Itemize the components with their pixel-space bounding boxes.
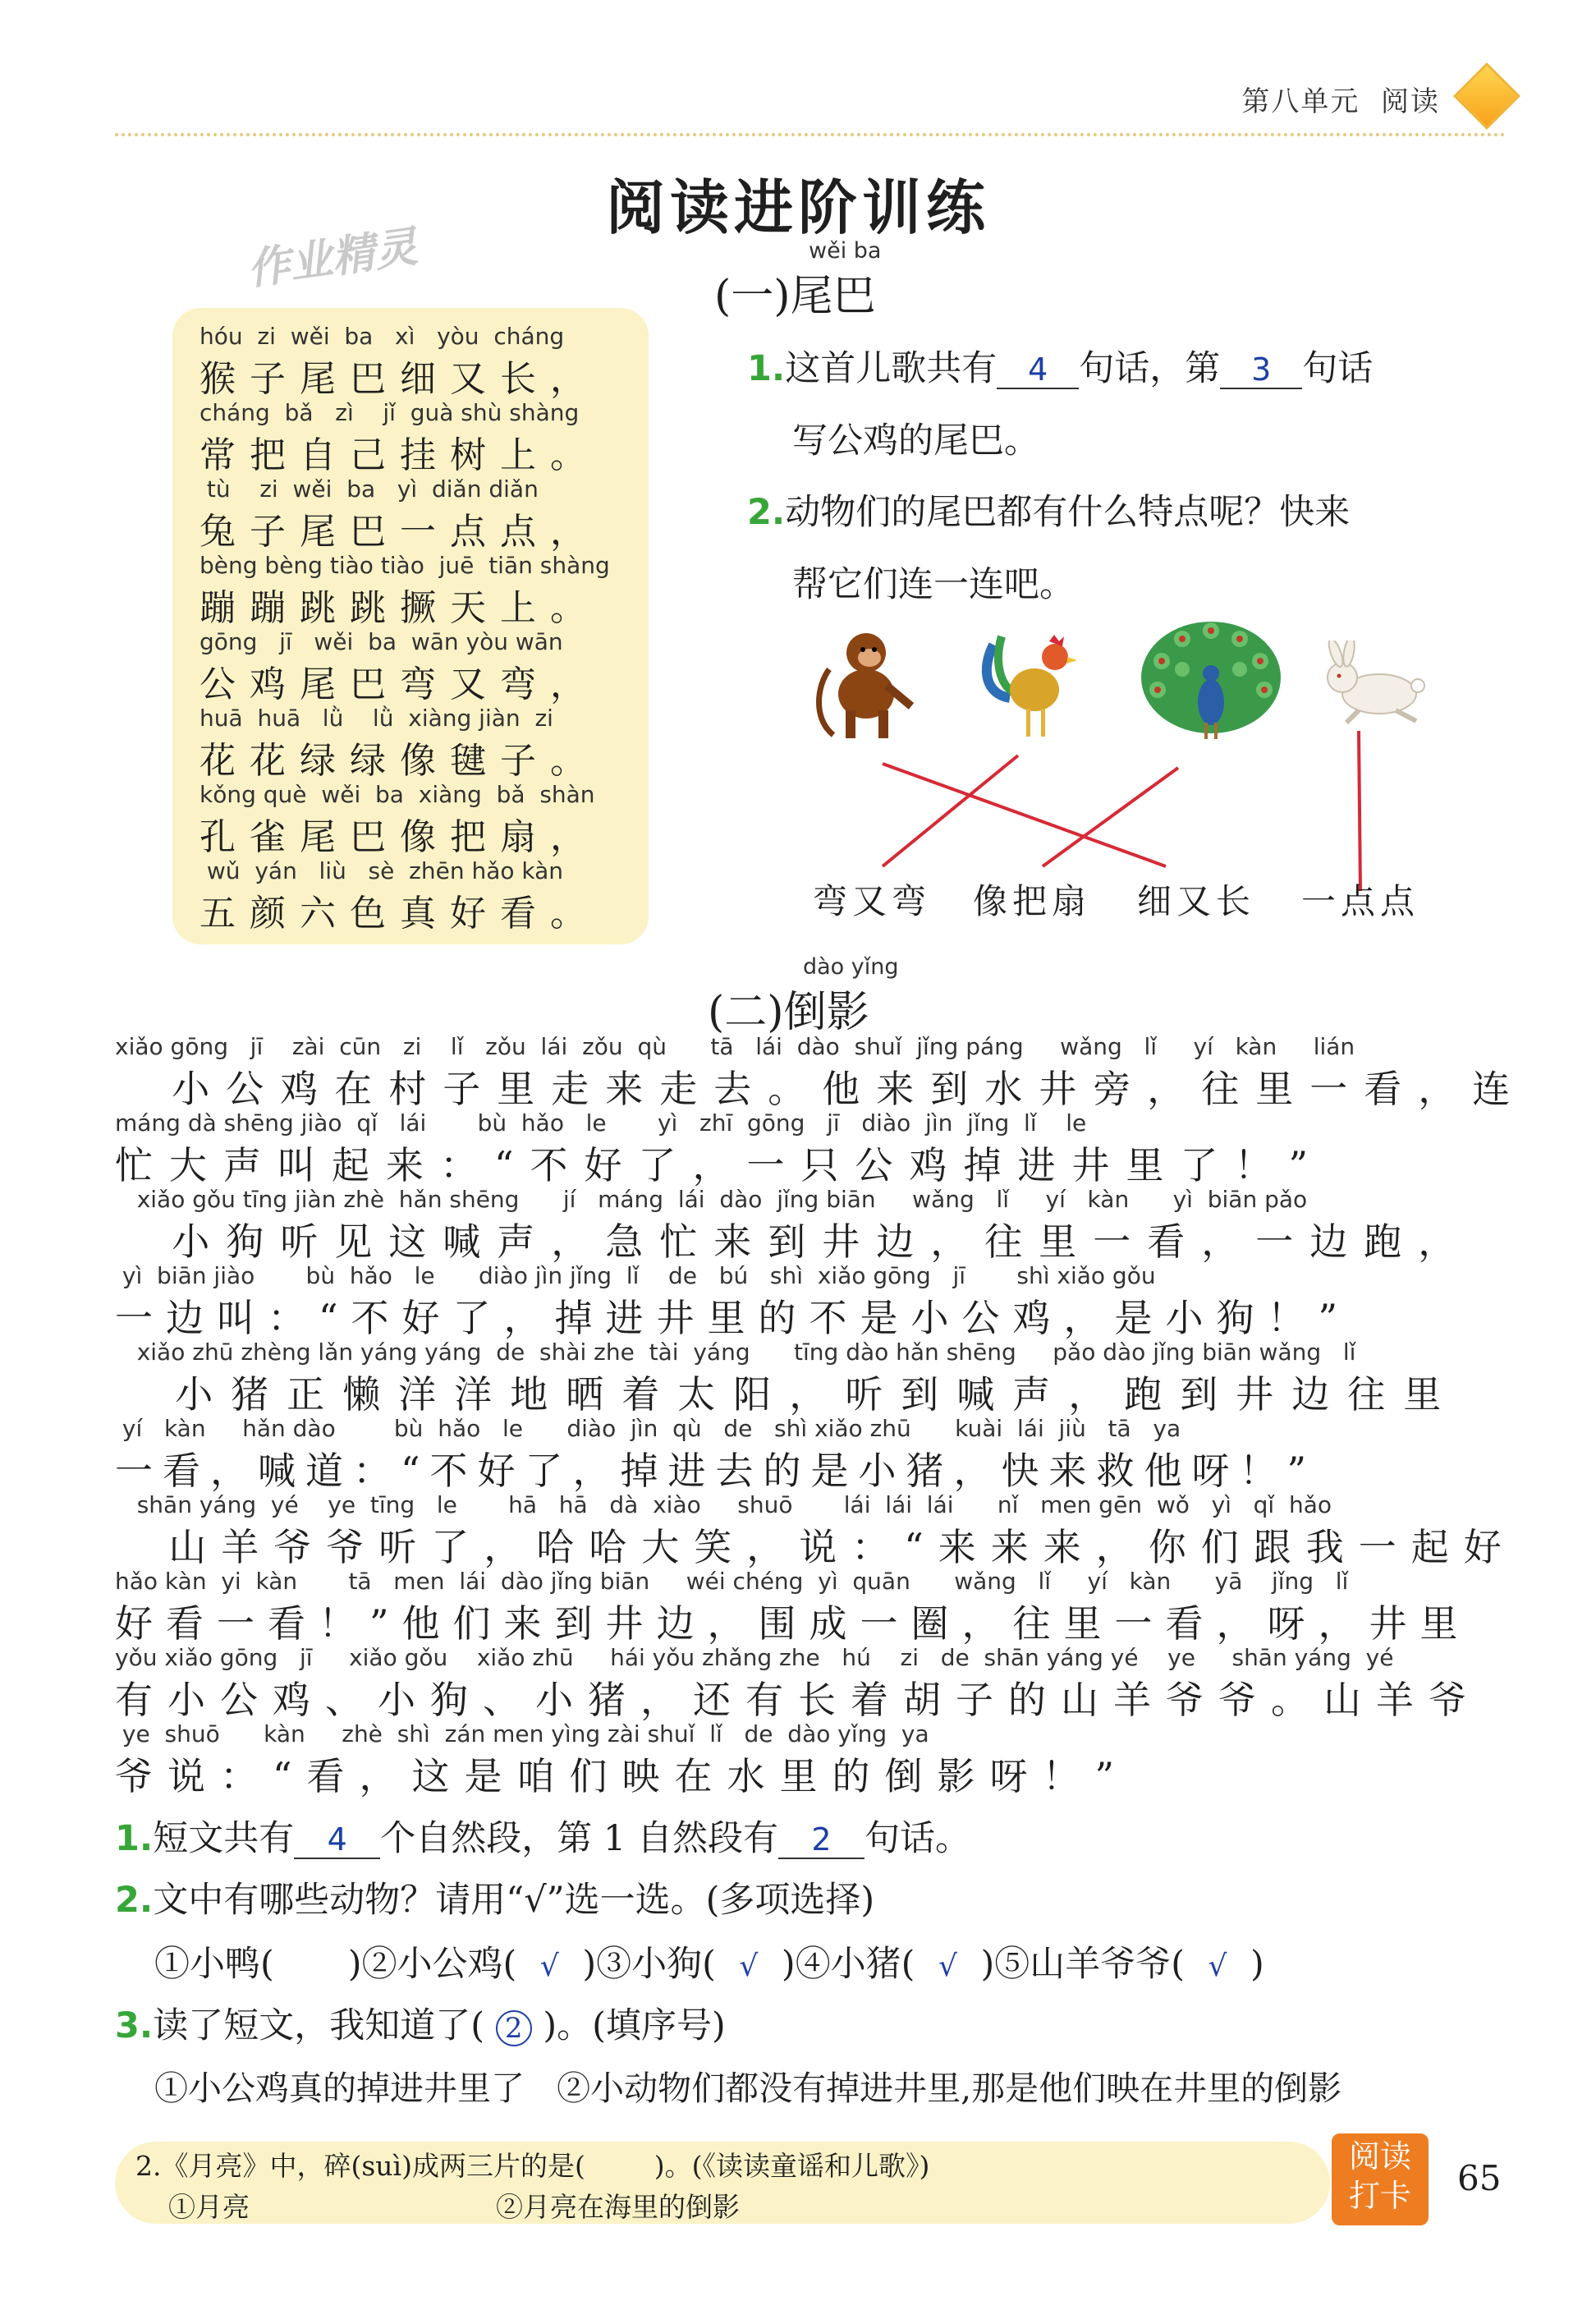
story-pinyin: hǎo kàn yi kàn tā men lái dào jǐng biān wéi chéng yì quān wǎng lǐ yí kàn yā jǐng lǐ xyxy=(115,1568,1349,1595)
poem-line: 孔雀尾巴像把扇， xyxy=(200,816,600,858)
poem-pinyin: wǔ yán liù sè zhēn hǎo kàn xyxy=(200,857,564,884)
match-label: 像把扇 xyxy=(973,881,1092,921)
answer-blank[interactable]: 4 xyxy=(294,1821,380,1859)
question-number: 2. xyxy=(115,1880,154,1921)
question-text: 句话。 xyxy=(864,1818,970,1859)
question-text: 句话，第 xyxy=(1079,348,1221,389)
option-checkbox[interactable]: √ xyxy=(739,1949,759,1983)
option-close: ) xyxy=(582,1944,597,1985)
option-close: ) xyxy=(781,1944,796,1985)
story-pinyin: yì biān jiào bù hǎo le diào jìn jǐng lǐ de bú shì xiǎo gōng jī shì xiǎo gǒu xyxy=(115,1262,1156,1289)
question-number: 1. xyxy=(747,348,786,389)
story-line: 好看一看！”他们来到井边，围成一圈，往里一看，呀，井里 xyxy=(115,1601,1471,1646)
part2-title-pinyin: dào yǐng xyxy=(803,954,899,980)
option-text: ①小公鸡真的掉进井里了 xyxy=(154,2069,525,2108)
story-line: 小猪正懒洋洋地晒着太阳，听到喊声，跑到井边往里 xyxy=(115,1372,1460,1417)
story-pinyin: máng dà shēng jiào qǐ lái bù hǎo le yì zhī gōng jī diào jìn jǐng lǐ le xyxy=(115,1109,1087,1137)
poem-pinyin: hóu zi wěi ba xì yòu cháng xyxy=(200,323,565,350)
story-pinyin: ye shuō kàn zhè shì zán men yìng zài shuǐ lǐ de dào yǐng ya xyxy=(115,1720,929,1747)
page-title: 阅读进阶训练 xyxy=(605,172,990,242)
match-line-monkey xyxy=(883,764,1166,866)
story-line: 有小公鸡、小狗、小猪，还有长着胡子的山羊爷爷。山羊爷 xyxy=(115,1678,1481,1722)
story-pinyin: xiǎo zhū zhèng lǎn yáng yáng de shài zhe tài yáng tīng dào hǎn shēng pǎo dào jǐng biān wǎng lǐ xyxy=(115,1339,1356,1366)
poem-pinyin: cháng bǎ zì jǐ guà shù shàng xyxy=(200,399,580,426)
poem-pinyin: tù zi wěi ba yì diǎn diǎn xyxy=(200,475,539,503)
story-line: 爷说：“看，这是咱们映在水里的倒影呀！” xyxy=(115,1754,1130,1798)
question-text: 这首儿歌共有 xyxy=(785,348,998,389)
option-close: ) xyxy=(1250,1944,1264,1985)
story-line: 忙大声叫起来：“不好了，一只公鸡掉进井里了！” xyxy=(115,1143,1325,1187)
part1-title-pinyin: wěi ba xyxy=(809,238,882,264)
story-pinyin: xiǎo gōng jī zài cūn zi lǐ zǒu lái zǒu qù tā lái dào shuǐ jǐng páng wǎng lǐ yí kàn lián xyxy=(115,1033,1355,1060)
poem-pinyin: huā huā lǜ lǜ xiàng jiàn zi xyxy=(200,705,553,732)
story-pinyin: yí kàn hǎn dào bù hǎo le diào jìn qù de shì xiǎo zhū kuài lái jiù tā ya xyxy=(115,1415,1181,1442)
match-line-rabbit xyxy=(1359,731,1360,891)
poem-line: 兔子尾巴一点点， xyxy=(200,511,600,553)
answer-blank[interactable]: 4 xyxy=(997,351,1079,389)
footer-option: ①月亮 xyxy=(168,2191,250,2223)
match-label: 细又长 xyxy=(1137,881,1256,921)
badge-line1: 阅读 xyxy=(1348,2138,1411,2175)
part1-q2-cont: 帮它们连一连吧。 xyxy=(792,564,1075,605)
option-checkbox[interactable]: √ xyxy=(1208,1949,1227,1983)
option-label: ⑤山羊爷爷( xyxy=(994,1944,1186,1985)
story-line: 一边叫：“不好了，掉进井里的不是小公鸡，是小狗！” xyxy=(115,1296,1351,1340)
option-checkbox[interactable]: √ xyxy=(539,1949,559,1983)
question-text: 个自然段，第 1 自然段有 xyxy=(380,1818,778,1859)
poem-line: 猴子尾巴细又长， xyxy=(200,358,600,400)
story-pinyin: xiǎo gǒu tīng jiàn zhè hǎn shēng jí máng lái dào jǐng biān wǎng lǐ yí kàn yì biān pǎo xyxy=(115,1186,1308,1213)
question-text: 动物们的尾巴都有什么特点呢？快来 xyxy=(785,492,1351,533)
story-line: 山羊爷爷听了，哈哈大笑，说：“来来来，你们跟我一起好 xyxy=(115,1525,1516,1569)
answer-blank[interactable]: 3 xyxy=(1220,351,1302,389)
footer-question: 2.《月亮》中，碎(suì)成两三片的是( )。(《读读童谣和儿歌》) xyxy=(135,2150,930,2182)
poem-pinyin: bèng bèng tiào tiào juē tiān shàng xyxy=(200,552,610,579)
answer-blank[interactable]: 2 xyxy=(778,1821,864,1859)
option-label: ④小猪( xyxy=(795,1944,915,1985)
question-number: 3. xyxy=(115,2005,154,2046)
question-text: 句话 xyxy=(1302,348,1374,389)
poem-pinyin: gōng jī wěi ba wān yòu wān xyxy=(200,628,563,655)
part2-title: (二)倒影 xyxy=(708,988,869,1037)
poem-line: 花花绿绿像毽子。 xyxy=(200,740,600,782)
option-label: ①小鸭( xyxy=(154,1944,274,1985)
option-checkbox[interactable]: √ xyxy=(938,1949,957,1983)
poem-line: 五颜六色真好看。 xyxy=(200,893,600,935)
story-line: 小狗听见这喊声，急忙来到井边，往里一看，一边跑， xyxy=(115,1219,1473,1264)
footer-options xyxy=(168,2186,740,2225)
option-label: ②小公鸡( xyxy=(361,1944,517,1985)
answer-circle[interactable]: 2 xyxy=(496,2010,532,2046)
reading-checkin-badge[interactable] xyxy=(1332,2133,1429,2225)
question-text: )。(填序号) xyxy=(543,2005,726,2046)
part2-q3-options xyxy=(154,2061,1341,2110)
match-label: 一点点 xyxy=(1301,881,1420,921)
part1-q1-cont: 写公鸡的尾巴。 xyxy=(792,420,1039,462)
question-text: 文中有哪些动物？请用“√”选一选。(多项选择) xyxy=(153,1880,875,1921)
match-label: 弯又弯 xyxy=(813,881,932,921)
story-line: 小公鸡在村子里走来走去。他来到水井旁，往里一看，连 xyxy=(115,1067,1527,1111)
poem-line: 常把自己挂树上。 xyxy=(200,434,600,476)
question-text: 短文共有 xyxy=(153,1818,295,1859)
option-close: ) xyxy=(980,1944,995,1985)
poem-line: 蹦蹦跳跳撅天上。 xyxy=(200,587,600,629)
option-label: ③小狗( xyxy=(596,1944,716,1985)
poem-pinyin: kǒng què wěi ba xiàng bǎ shàn xyxy=(200,781,595,808)
question-text: 读了短文，我知道了( xyxy=(153,2005,485,2046)
option-close: ) xyxy=(347,1944,362,1985)
part1-title: (一)尾巴 xyxy=(714,272,876,321)
match-line-peacock xyxy=(1043,768,1178,866)
story-pinyin: yǒu xiǎo gōng jī xiǎo gǒu xiǎo zhū hái yǒu zhǎng zhe hú zi de shān yáng yé ye shān yáng yé xyxy=(115,1644,1394,1671)
watermark: 作业精灵 xyxy=(244,221,420,296)
header-unit-text: 第八单元 xyxy=(1241,85,1360,118)
option-text: ②小动物们都没有掉进井里,那是他们映在井里的倒影 xyxy=(557,2069,1342,2108)
question-number: 2. xyxy=(747,492,786,533)
badge-line2: 打卡 xyxy=(1348,2178,1411,2214)
page-number: 65 xyxy=(1457,2158,1502,2198)
part2-q3 xyxy=(115,1998,726,2048)
part2-q2 xyxy=(115,1872,874,1922)
header-section-text: 阅读 xyxy=(1381,85,1440,118)
story-line: 一看，喊道：“不好了，掉进去的是小猪，快来救他呀！” xyxy=(115,1449,1317,1493)
footer-option: ②月亮在海里的倒影 xyxy=(496,2191,740,2223)
part2-q2-options xyxy=(154,1936,1264,1986)
question-number: 1. xyxy=(115,1818,154,1859)
part2-q1 xyxy=(115,1811,970,1861)
story-pinyin: shān yáng yé ye tīng le hā hā dà xiào shuō lái lái lái nǐ men gēn wǒ yì qǐ hǎo xyxy=(115,1491,1332,1518)
poem-line: 公鸡尾巴弯又弯， xyxy=(200,664,600,705)
